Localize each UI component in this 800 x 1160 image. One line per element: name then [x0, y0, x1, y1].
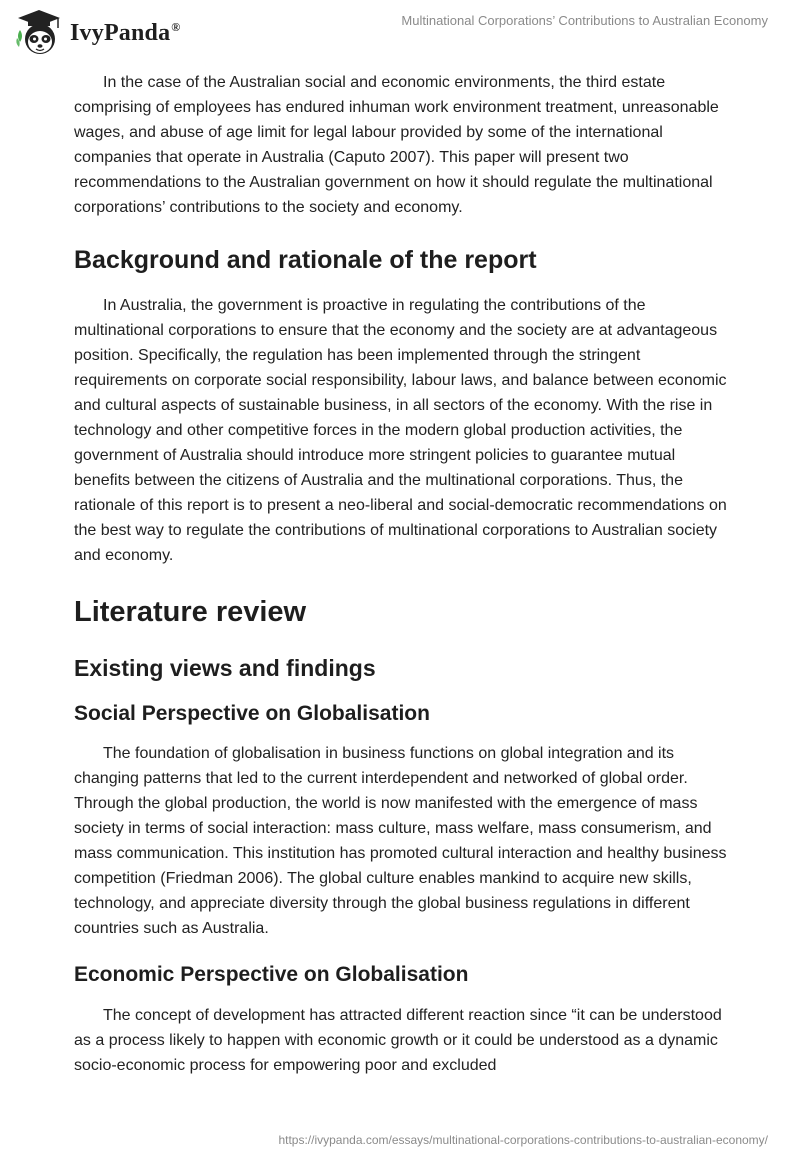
article-body [74, 70, 734, 1078]
ivypanda-logo[interactable] [14, 8, 180, 58]
literature-review-heading: Literature review [74, 596, 307, 628]
background-heading: Background and rationale of the report [74, 246, 537, 274]
document-title: Multinational Corporations’ Contributions to Australian Economy [401, 13, 768, 28]
panda-graduate-icon [14, 8, 64, 58]
intro-paragraph: In the case of the Australian social and economic environments, the third estate comprising of employees has endured inhuman work environment treatment, unreasonable wages, and abuse of age limit for legal labour provided by some of the international companies that operate in Australia (Caputo 2007). This paper will present two recommendations to the Australian government on how it should regulate the multinational corporations’ contributions to the society and economy. [74, 74, 719, 216]
economic-perspective-heading: Economic Perspective on Globalisation [74, 963, 469, 986]
social-perspective-paragraph: The foundation of globalisation in business functions on global integration and its changing patterns that led to the current interdependent and networked of global order. Through the global production, the world is now manifested with the emergence of mass society in terms of social interaction: mass culture, mass welfare, mass consumerism, and mass communication. This institution has promoted cultural interaction and healthy business competition (Friedman 2006). The global culture enables mankind to acquire new skills, technology, and appreciate diversity through the global business regulations in different countries such as Australia. [74, 745, 727, 937]
economic-perspective-paragraph: The concept of development has attracted different reaction since “it can be understood as a process likely to happen with economic growth or it could be understood as a dynamic socio-economic process for empowering poor and excluded [74, 1007, 722, 1074]
background-paragraph: In Australia, the government is proactive in regulating the contributions of the multinational corporations to ensure that the economy and the society are at advantageous position. Specifically, the regulation has been implemented through the stringent requirements on corporate social responsibility, labour laws, and balance between economic and cultural aspects of sustainable business, in all sectors of the economy. With the rise in technology and other competitive forces in the modern global production activities, the government of Australia should introduce more stringent policies to guarantee mutual benefits between the citizens of Australia and the multinational corporations. Thus, the rationale of this report is to present a neo-liberal and social-democratic recommendations on the best way to regulate the contributions of multinational corporations to Australian society and economy. [74, 297, 727, 564]
logo-wordmark: IvyPanda® [70, 19, 181, 46]
existing-views-heading: Existing views and findings [74, 655, 376, 681]
social-perspective-heading: Social Perspective on Globalisation [74, 702, 430, 725]
page-header [0, 0, 800, 64]
source-url[interactable]: https://ivypanda.com/essays/multinational-corporations-contributions-to-australian-economy/ [278, 1133, 768, 1147]
